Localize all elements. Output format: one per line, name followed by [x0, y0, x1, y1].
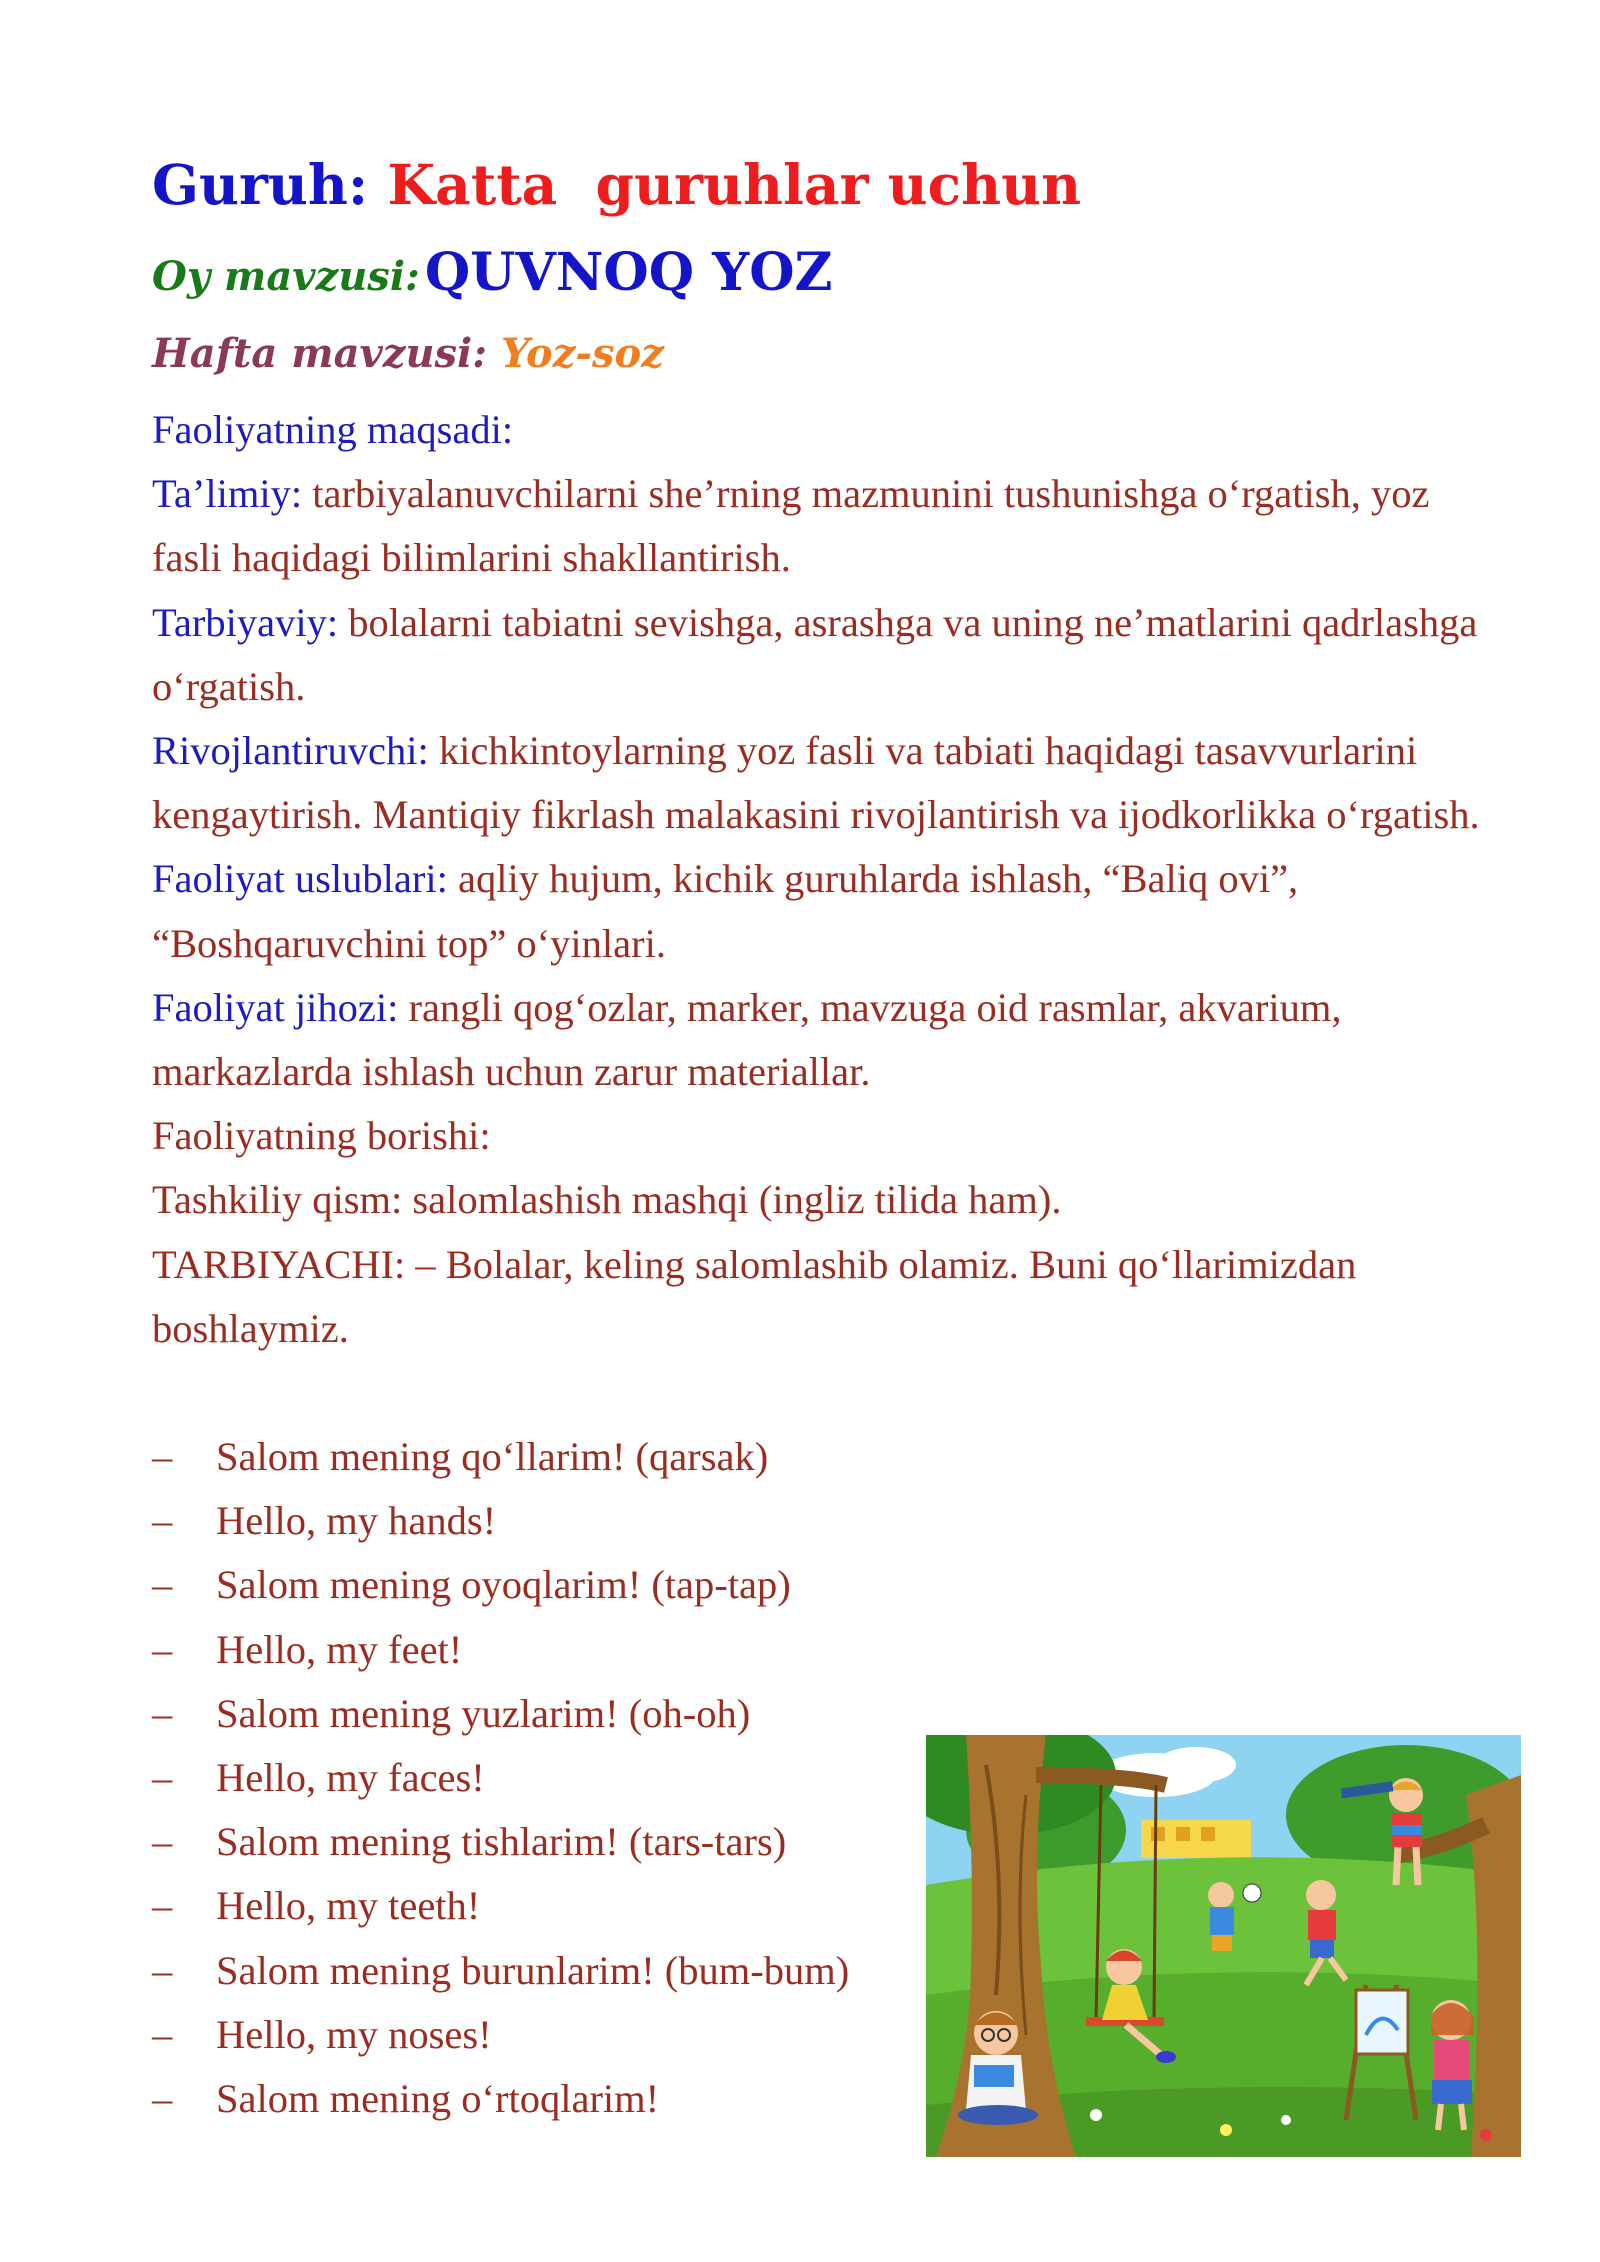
list-dash: – — [152, 1819, 173, 1865]
organizational-part: Tashkiliy qism: salomlashish mashqi (ingliz tilida ham). — [152, 1177, 1062, 1223]
list-item — [152, 1682, 849, 1746]
list-dash: – — [152, 1498, 173, 1544]
list-item — [152, 1553, 849, 1617]
list-dash: – — [152, 1562, 173, 1608]
developmental-label: Rivojlantiruvchi: — [152, 728, 429, 774]
week-topic — [152, 322, 664, 386]
upbringing-label: Tarbiyaviy: — [152, 599, 339, 645]
month-topic-value: QUVNOQ YOZ — [424, 242, 833, 303]
list-item-text: Salom mening qo‘llarim! (qarsak) — [216, 1434, 769, 1479]
list-item-text: Hello, my hands! — [216, 1498, 497, 1544]
list-dash: – — [152, 2011, 173, 2057]
progress-heading: Faoliyatning borishi: — [152, 1113, 491, 1159]
list-item — [152, 1746, 849, 1810]
list-item-text: Hello, my feet! — [216, 1626, 463, 1672]
list-item-text: Salom mening burunlarim! (bum-bum) — [216, 1947, 850, 1993]
educational-label: Ta’limiy: — [152, 471, 303, 517]
list-dash: – — [152, 1626, 173, 1672]
list-dash: – — [152, 1690, 173, 1736]
goal-heading: Faoliyatning maqsadi: — [152, 407, 514, 452]
list-item — [152, 1874, 849, 1938]
list-dash: – — [152, 2076, 173, 2122]
list-item — [152, 1489, 849, 1553]
group-value: Katta guruhlar uchun — [387, 152, 1082, 217]
month-topic-label: Oy mavzusi: — [152, 253, 420, 300]
week-topic-value: Yoz-soz — [500, 330, 664, 377]
equipment — [152, 976, 1482, 1104]
list-item — [152, 1939, 849, 2003]
group-title — [152, 150, 1081, 220]
methods-text: aqliy hujum, kichik guruhlarda ishlash, “Baliq ovi”, “Boshqaruvchini top” o‘yinlari. — [152, 856, 1299, 966]
list-item-text: Hello, my faces! — [216, 1755, 485, 1801]
list-dash: – — [152, 1947, 173, 1993]
list-item — [152, 1810, 849, 1874]
list-item — [152, 2003, 849, 2067]
educational-goal — [152, 462, 1482, 590]
list-item-text: Salom mening o‘rtoqlarim! — [216, 2076, 660, 2122]
list-dash: – — [152, 1883, 173, 1929]
methods-label: Faoliyat uslublari: — [152, 856, 448, 902]
month-topic — [152, 238, 832, 320]
equipment-label: Faoliyat jihozi: — [152, 984, 399, 1030]
group-label: Guruh: — [152, 152, 369, 217]
list-item-text: Salom mening tishlarim! (tars-tars) — [216, 1819, 787, 1865]
children-playing-in-park-illustration — [926, 1735, 1521, 2157]
list-item — [152, 2067, 849, 2131]
list-item-text: Salom mening oyoqlarim! (tap-tap) — [216, 1562, 791, 1608]
developmental-goal — [152, 719, 1482, 847]
teacher-line: TARBIYACHI: – Bolalar, keling salomlashib olamiz. Buni qo‘llarimizdan boshlaymiz. — [152, 1241, 1357, 1351]
list-item-text: Hello, my noses! — [216, 2011, 492, 2057]
list-item — [152, 1618, 849, 1682]
list-item-text: Hello, my teeth! — [216, 1883, 481, 1929]
list-item — [152, 1425, 849, 1489]
methods — [152, 847, 1482, 975]
educational-text: tarbiyalanuvchilarni she’rning mazmunini tushunishga o‘rgatish, yoz fasli haqidagi bilimlarini shakllantirish. — [152, 471, 1430, 581]
list-item-text: Salom mening yuzlarim! (oh-oh) — [216, 1690, 751, 1736]
upbringing-goal — [152, 591, 1482, 719]
equipment-text: rangli qog‘ozlar, marker, mavzuga oid rasmlar, akvarium, markazlarda ishlash uchun zarur materiallar. — [152, 984, 1342, 1095]
list-dash: – — [152, 1434, 173, 1479]
list-dash: – — [152, 1755, 173, 1801]
developmental-text: kichkintoylarning yoz fasli va tabiati haqidagi tasavvurlarini kengaytirish. Mantiqiy fikrlash malakasini rivojlantirish va ijodkorlikka o‘rgatish. — [152, 728, 1480, 838]
greeting-list — [152, 1425, 849, 2131]
week-topic-label: Hafta mavzusi: — [152, 330, 487, 377]
lesson-body — [152, 398, 1482, 1361]
upbringing-text: bolalarni tabiatni sevishga, asrashga va uning ne’matlarini qadrlashga o‘rgatish. — [152, 599, 1478, 709]
